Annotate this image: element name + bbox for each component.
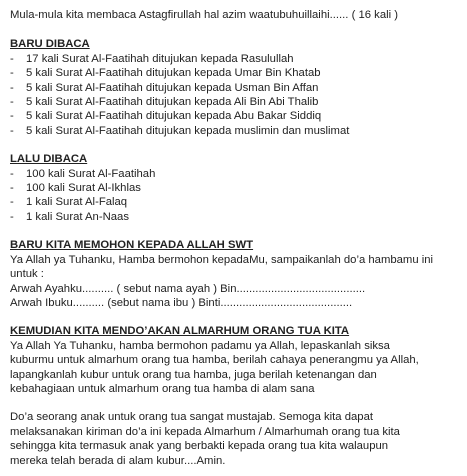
text-line: kebahagiaan untuk almarhum orang tua hamba di alam sana <box>10 382 315 395</box>
paragraph-gap <box>10 396 459 410</box>
list-dash: - <box>10 52 14 65</box>
list-dash: - <box>10 124 14 137</box>
list-item: - 100 kali Surat Al-Ikhlas <box>10 182 141 195</box>
text-line: Ya Allah ya Tuhanku, Hamba bermohon kepadaMu, sampaikanlah do’a hambamu ini <box>10 253 434 266</box>
list-dash: - <box>10 110 14 123</box>
section-heading-baru-dibaca: BARU DIBACA <box>10 38 90 51</box>
list-dash: - <box>10 210 14 223</box>
mother-name-line: Arwah Ibuku.......... (sebut nama ibu ) Binti.......................................... <box>10 296 353 309</box>
paragraph-closing <box>10 410 459 468</box>
text-line: sehingga kita termasuk anak yang berbakti kepada orang tua kita walaupun <box>10 440 389 453</box>
list-item: - 5 kali Surat Al-Faatihah ditujukan kepada Ali Bin Abi Thalib <box>10 96 319 109</box>
list-item: - 1 kali Surat An-Naas <box>10 210 129 223</box>
list-item: - 5 kali Surat Al-Faatihah ditujukan kepada Umar Bin Khatab <box>10 67 321 80</box>
section-heading-mendoakan: KEMUDIAN KITA MENDO’AKAN ALMARHUM ORANG TUA KITA <box>10 325 350 338</box>
list-baru-dibaca <box>10 52 459 138</box>
list-item: - 5 kali Surat Al-Faatihah ditujukan kepada muslimin dan muslimat <box>10 124 350 137</box>
text-line: Ya Allah Ya Tuhanku, hamba bermohon padamu ya Allah, lepaskanlah siksa <box>10 339 390 352</box>
paragraph-doa <box>10 339 459 397</box>
text-line: untuk : <box>10 268 44 281</box>
list-lalu-dibaca <box>10 167 459 225</box>
list-dash: - <box>10 196 14 209</box>
list-dash: - <box>10 81 14 94</box>
section-heading-memohon: BARU KITA MEMOHON KEPADA ALLAH SWT <box>10 239 254 252</box>
text-line: lapangkanlah kubur untuk orang tua hamba, juga berilah ketenangan dan <box>10 368 377 381</box>
list-item: - 17 kali Surat Al-Faatihah ditujukan kepada Rasulullah <box>10 52 294 65</box>
list-item: - 100 kali Surat Al-Faatihah <box>10 167 156 180</box>
text-line: Do’a seorang anak untuk orang tua sangat mustajab. Semoga kita dapat <box>10 411 373 424</box>
list-dash: - <box>10 167 14 180</box>
father-name-line: Arwah Ayahku.......... ( sebut nama ayah ) Bin......................................... <box>10 282 366 295</box>
text-line: melaksanakan kiriman do’a ini kepada Almarhum / Almarhumah orang tua kita <box>10 425 400 438</box>
list-item: - 1 kali Surat Al-Falaq <box>10 196 128 209</box>
list-dash: - <box>10 67 14 80</box>
prayer-request-block <box>10 253 459 311</box>
text-line: kuburmu untuk almarhum orang tua hamba, berilah cahaya penerangmu ya Allah, <box>10 354 419 367</box>
list-item: - 5 kali Surat Al-Faatihah ditujukan kepada Usman Bin Affan <box>10 81 319 94</box>
list-item: - 5 kali Surat Al-Faatihah ditujukan kepada Abu Bakar Siddiq <box>10 110 322 123</box>
list-dash: - <box>10 96 14 109</box>
intro-text: Mula-mula kita membaca Astagfirullah hal azim waatubuhuillaihi...... ( 16 kali ) <box>10 9 399 21</box>
text-line: mereka telah berada di alam kubur....Amin. <box>10 454 226 467</box>
list-dash: - <box>10 182 14 195</box>
section-heading-lalu-dibaca: LALU DIBACA <box>10 153 88 166</box>
